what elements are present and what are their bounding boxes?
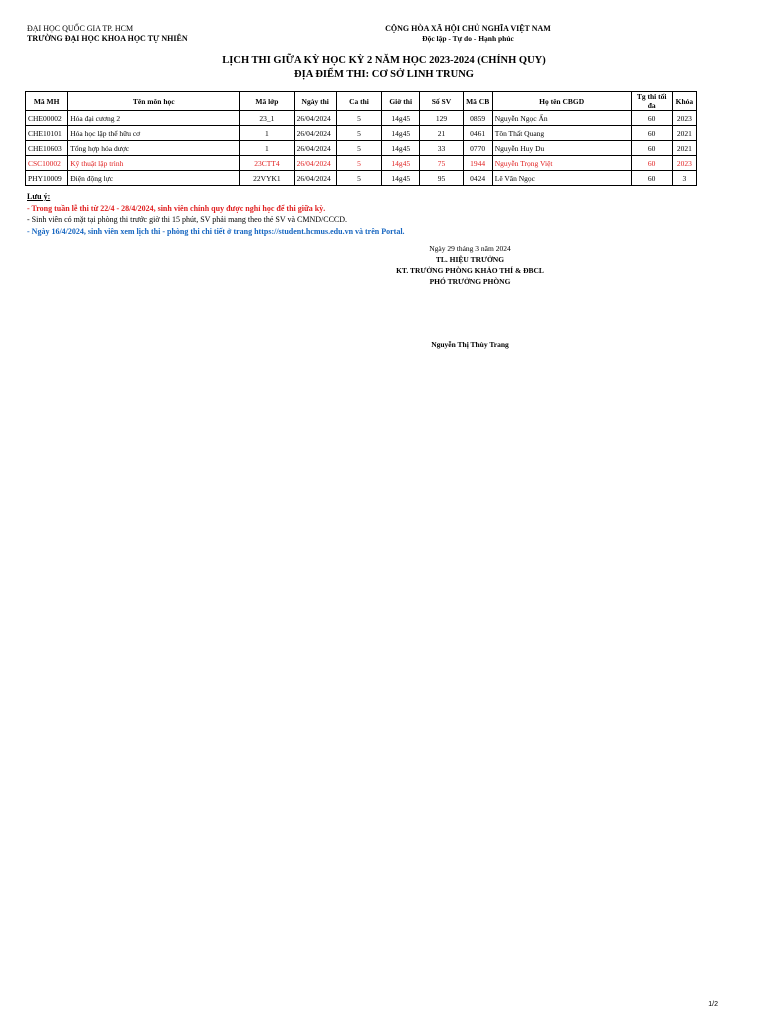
lecturer-code-cell: 0859 <box>463 111 492 126</box>
course-name-cell: Kỹ thuật lập trình <box>68 156 240 171</box>
col-header-course-code: Mã MH <box>26 92 68 111</box>
col-header-class-code: Mã lớp <box>240 92 294 111</box>
col-header-course-name: Tên môn học <box>68 92 240 111</box>
max-duration-cell: 60 <box>631 171 672 186</box>
col-header-student-count: Số SV <box>420 92 463 111</box>
university-name: ĐẠI HỌC QUỐC GIA TP. HCM <box>27 24 134 33</box>
signer-name: Nguyễn Thị Thùy Trang <box>431 340 509 349</box>
class-code-cell: 22VYK1 <box>240 171 294 186</box>
note-schedule-portal: - Ngày 16/4/2024, sinh viên xem lịch thi - phòng thi chi tiết ở trang https://student.hcmus.edu.vn và trên Portal. <box>27 226 405 236</box>
lecturer-name-cell: Tôn Thất Quang <box>492 126 631 141</box>
exam-date-cell: 26/04/2024 <box>294 111 336 126</box>
country-slogan: Độc lập - Tự do - Hạnh phúc <box>422 34 514 43</box>
lecturer-code-cell: 0424 <box>463 171 492 186</box>
cohort-cell: 2023 <box>672 156 696 171</box>
course-name-cell: Tổng hợp hóa dược <box>68 141 240 156</box>
notes-section <box>27 191 405 237</box>
table-row <box>26 126 697 141</box>
shift-cell: 5 <box>336 126 381 141</box>
class-code-cell: 23CTT4 <box>240 156 294 171</box>
col-header-lecturer-code: Mã CB <box>463 92 492 111</box>
exam-date-cell: 26/04/2024 <box>294 171 336 186</box>
table-row <box>26 111 697 126</box>
exam-time-cell: 14g45 <box>382 111 420 126</box>
table-header-row <box>26 92 697 111</box>
exam-schedule-table <box>25 91 697 186</box>
notes-label: Lưu ý: <box>27 192 51 201</box>
shift-cell: 5 <box>336 156 381 171</box>
lecturer-code-cell: 1944 <box>463 156 492 171</box>
exam-time-cell: 14g45 <box>382 171 420 186</box>
exam-date-cell: 26/04/2024 <box>294 141 336 156</box>
course-name-cell: Hóa học lập thể hữu cơ <box>68 126 240 141</box>
col-header-shift: Ca thi <box>336 92 381 111</box>
national-header <box>340 24 596 44</box>
max-duration-cell: 60 <box>631 111 672 126</box>
table-row-highlighted <box>26 156 697 171</box>
cohort-cell: 2023 <box>672 111 696 126</box>
lecturer-name-cell: Nguyễn Trọng Việt <box>492 156 631 171</box>
col-header-lecturer-name: Họ tên CBGD <box>492 92 631 111</box>
class-code-cell: 1 <box>240 126 294 141</box>
note-exam-week: - Trong tuần lễ thi từ 22/4 - 28/4/2024, sinh viên chính quy được nghỉ học để thi giữa kỳ. <box>27 203 326 213</box>
student-count-cell: 95 <box>420 171 463 186</box>
document-title: LỊCH THI GIỮA KỲ HỌC KỲ 2 NĂM HỌC 2023-2024 (CHÍNH QUY) <box>222 55 546 66</box>
lecturer-name-cell: Nguyễn Huy Du <box>492 141 631 156</box>
col-header-exam-time: Giờ thi <box>382 92 420 111</box>
note-arrival-rules: - Sinh viên có mặt tại phòng thi trước giờ thi 15 phút, SV phải mang theo thẻ SV và CMND/CCCD. <box>27 215 348 224</box>
student-count-cell: 129 <box>420 111 463 126</box>
shift-cell: 5 <box>336 111 381 126</box>
signature-date: Ngày 29 tháng 3 năm 2024 <box>429 244 511 253</box>
class-code-cell: 1 <box>240 141 294 156</box>
signature-title-1: TL. HIỆU TRƯỞNG <box>435 255 505 264</box>
col-header-exam-date: Ngày thi <box>294 92 336 111</box>
lecturer-name-cell: Lê Văn Ngọc <box>492 171 631 186</box>
exam-date-cell: 26/04/2024 <box>294 156 336 171</box>
lecturer-name-cell: Nguyễn Ngọc Ẩn <box>492 111 631 126</box>
country-motto: CỘNG HÒA XÃ HỘI CHỦ NGHĨA VIỆT NAM <box>385 24 551 33</box>
course-code-cell: CHE10603 <box>26 141 68 156</box>
col-header-max-duration: Tg thi tối đa <box>631 92 672 111</box>
institution-header <box>27 24 188 44</box>
course-code-cell: CHE10101 <box>26 126 68 141</box>
exam-location: ĐỊA ĐIỂM THI: CƠ SỞ LINH TRUNG <box>294 69 474 80</box>
signature-title-2: KT. TRƯỞNG PHÒNG KHẢO THÍ & ĐBCL <box>396 266 544 275</box>
student-count-cell: 75 <box>420 156 463 171</box>
course-code-cell: CHE00002 <box>26 111 68 126</box>
signature-title-3: PHÓ TRƯỞNG PHÒNG <box>429 277 511 286</box>
cohort-cell: 3 <box>672 171 696 186</box>
max-duration-cell: 60 <box>631 141 672 156</box>
course-name-cell: Hóa đại cương 2 <box>68 111 240 126</box>
lecturer-code-cell: 0461 <box>463 126 492 141</box>
faculty-name: TRƯỜNG ĐẠI HỌC KHOA HỌC TỰ NHIÊN <box>27 34 188 43</box>
cohort-cell: 2021 <box>672 126 696 141</box>
lecturer-code-cell: 0770 <box>463 141 492 156</box>
exam-date-cell: 26/04/2024 <box>294 126 336 141</box>
course-code-cell: PHY10009 <box>26 171 68 186</box>
table-row <box>26 141 697 156</box>
exam-time-cell: 14g45 <box>382 126 420 141</box>
max-duration-cell: 60 <box>631 126 672 141</box>
page-number: 1/2 <box>708 1001 718 1008</box>
shift-cell: 5 <box>336 171 381 186</box>
cohort-cell: 2021 <box>672 141 696 156</box>
student-count-cell: 33 <box>420 141 463 156</box>
table-row <box>26 171 697 186</box>
max-duration-cell: 60 <box>631 156 672 171</box>
exam-time-cell: 14g45 <box>382 141 420 156</box>
student-count-cell: 21 <box>420 126 463 141</box>
col-header-cohort: Khóa <box>672 92 696 111</box>
shift-cell: 5 <box>336 141 381 156</box>
class-code-cell: 23_1 <box>240 111 294 126</box>
exam-time-cell: 14g45 <box>382 156 420 171</box>
course-code-cell: CSC10002 <box>26 156 68 171</box>
course-name-cell: Điện động lực <box>68 171 240 186</box>
